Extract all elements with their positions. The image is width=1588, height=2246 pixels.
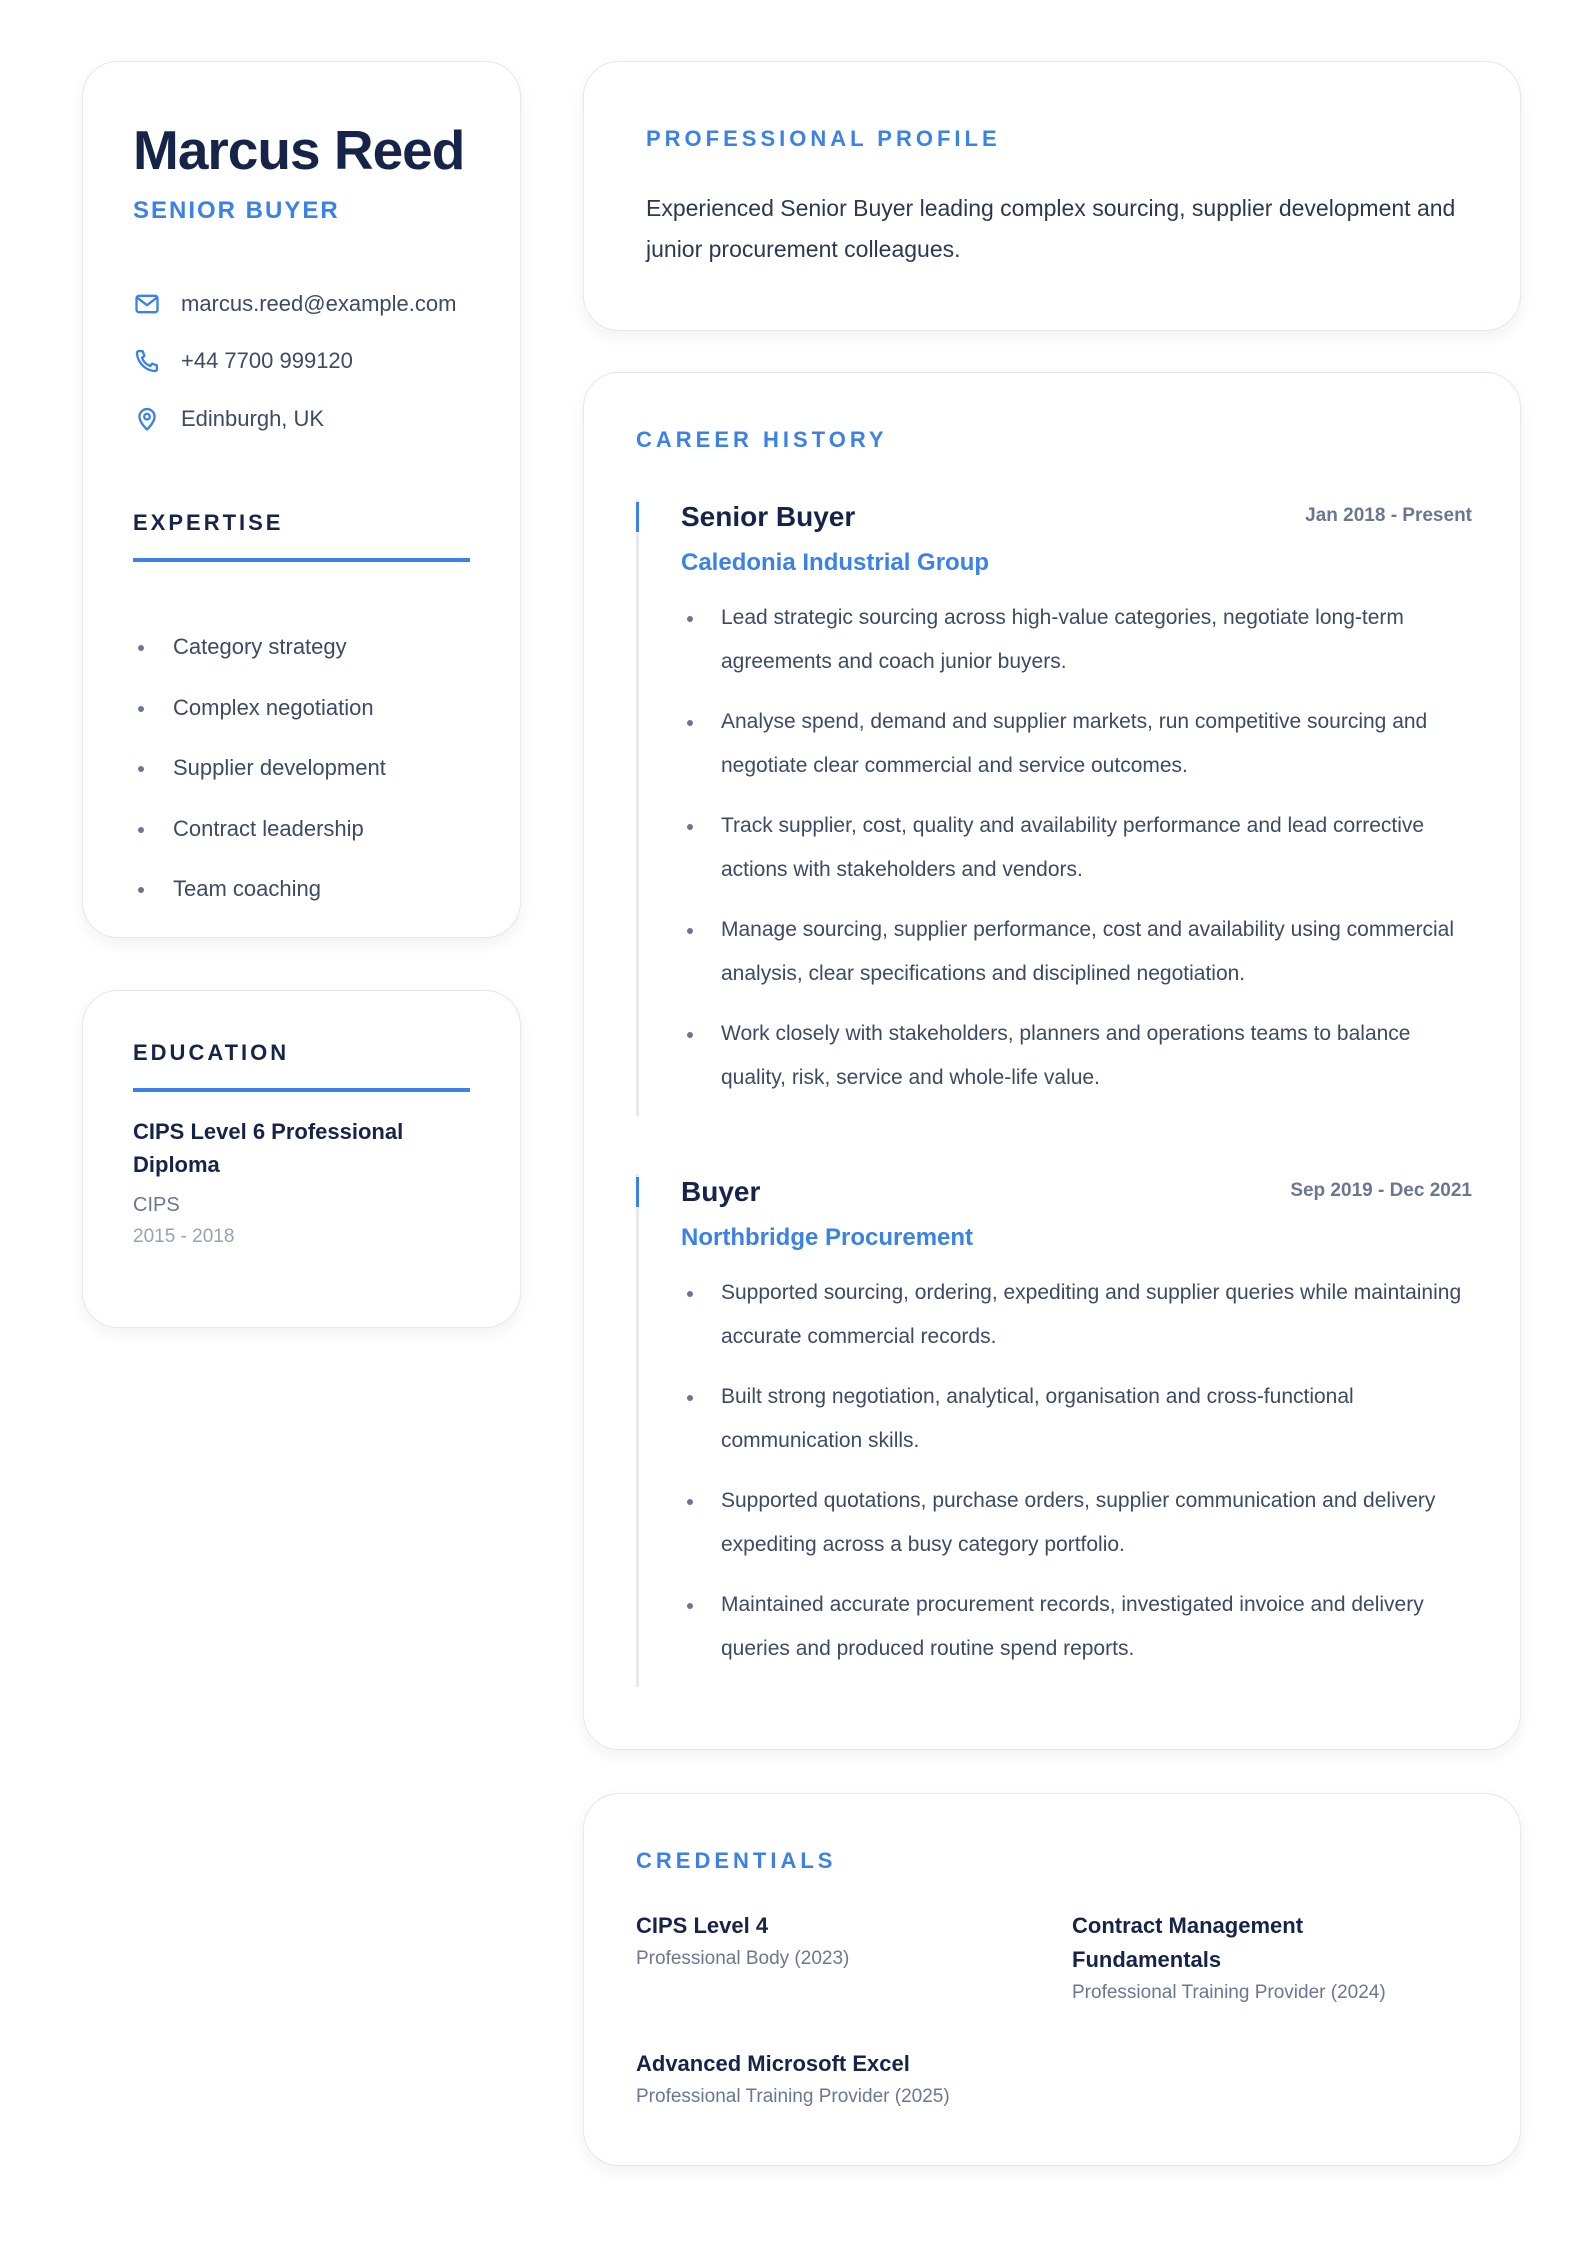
credential-title: CIPS Level 4 <box>636 1913 769 1938</box>
list-item: Supplier development <box>133 753 386 814</box>
contact-email-text: marcus.reed@example.com <box>181 291 457 316</box>
education-heading: EDUCATION <box>133 1040 470 1092</box>
credential-item <box>636 1909 1036 1974</box>
job-dates: Jan 2018 - Present <box>1305 505 1472 526</box>
job-dates: Sep 2019 - Dec 2021 <box>1290 1180 1472 1201</box>
list-item: Contract leadership <box>133 814 386 875</box>
job-company: Northbridge Procurement <box>681 1224 974 1251</box>
job-company: Caledonia Industrial Group <box>681 549 990 576</box>
candidate-role: SENIOR BUYER <box>133 197 340 224</box>
list-item: Team coaching <box>133 874 386 935</box>
credentials-card <box>583 1793 1521 2166</box>
mail-icon <box>133 290 161 318</box>
career-heading: CAREER HISTORY <box>636 427 888 452</box>
credential-item <box>636 2047 1036 2112</box>
job-entry-senior-buyer <box>636 499 1472 1116</box>
credential-issuer: Professional Training Provider (2025) <box>636 2086 950 2107</box>
job-title: Buyer <box>681 1176 761 1207</box>
expertise-list <box>133 632 386 935</box>
list-item: Analyse spend, demand and supplier markets, run competitive sourcing and negotiate clear commercial and service outcomes. <box>681 700 1472 788</box>
contact-location-text: Edinburgh, UK <box>181 406 325 431</box>
summary-card <box>583 61 1521 331</box>
contact-phone[interactable] <box>133 347 353 375</box>
list-item: Supported quotations, purchase orders, supplier communication and delivery expediting across a busy category portfolio. <box>681 1479 1472 1567</box>
list-item: Track supplier, cost, quality and availability performance and lead corrective actions with stakeholders and vendors. <box>681 804 1472 892</box>
candidate-name: Marcus Reed <box>133 119 465 181</box>
career-card <box>583 372 1521 1750</box>
job-entry-buyer <box>636 1174 1472 1687</box>
credential-issuer: Professional Body (2023) <box>636 1948 850 1969</box>
list-item: Supported sourcing, ordering, expediting and supplier queries while maintaining accurate commercial records. <box>681 1271 1472 1359</box>
credential-issuer: Professional Training Provider (2024) <box>1072 1982 1386 2003</box>
credentials-heading: CREDENTIALS <box>636 1848 837 1873</box>
credential-item <box>1072 1909 1412 2008</box>
list-item: Manage sourcing, supplier performance, cost and availability using commercial analysis, clear specifications and disciplined negotiation. <box>681 908 1472 996</box>
list-item: Lead strategic sourcing across high-value categories, negotiate long-term agreements and coach junior buyers. <box>681 596 1472 684</box>
education-card <box>82 990 521 1328</box>
job-bullets <box>681 596 1472 1100</box>
credential-title: Advanced Microsoft Excel <box>636 2051 910 2076</box>
list-item: Complex negotiation <box>133 693 386 754</box>
contact-email[interactable] <box>133 290 456 318</box>
location-pin-icon <box>133 405 161 433</box>
job-bullets <box>681 1271 1472 1671</box>
job-title: Senior Buyer <box>681 501 856 532</box>
education-school: CIPS <box>133 1194 180 1216</box>
education-years: 2015 - 2018 <box>133 1226 235 1247</box>
contact-phone-text: +44 7700 999120 <box>181 348 353 373</box>
list-item: Category strategy <box>133 632 386 693</box>
summary-heading: PROFESSIONAL PROFILE <box>646 126 1001 151</box>
profile-card <box>82 61 521 938</box>
contact-location <box>133 405 324 433</box>
list-item: Built strong negotiation, analytical, organisation and cross-functional communication skills. <box>681 1375 1472 1463</box>
education-title: CIPS Level 6 Professional Diploma <box>133 1119 404 1177</box>
list-item: Work closely with stakeholders, planners and operations teams to balance quality, risk, service and whole-life value. <box>681 1012 1472 1100</box>
summary-text: Experienced Senior Buyer leading complex sourcing, supplier development and junior procurement colleagues. <box>646 195 1456 262</box>
expertise-heading: EXPERTISE <box>133 510 470 562</box>
credential-title: Contract Management Fundamentals <box>1072 1913 1304 1972</box>
phone-icon <box>133 347 161 375</box>
list-item: Maintained accurate procurement records, investigated invoice and delivery queries and produced routine spend reports. <box>681 1583 1472 1671</box>
